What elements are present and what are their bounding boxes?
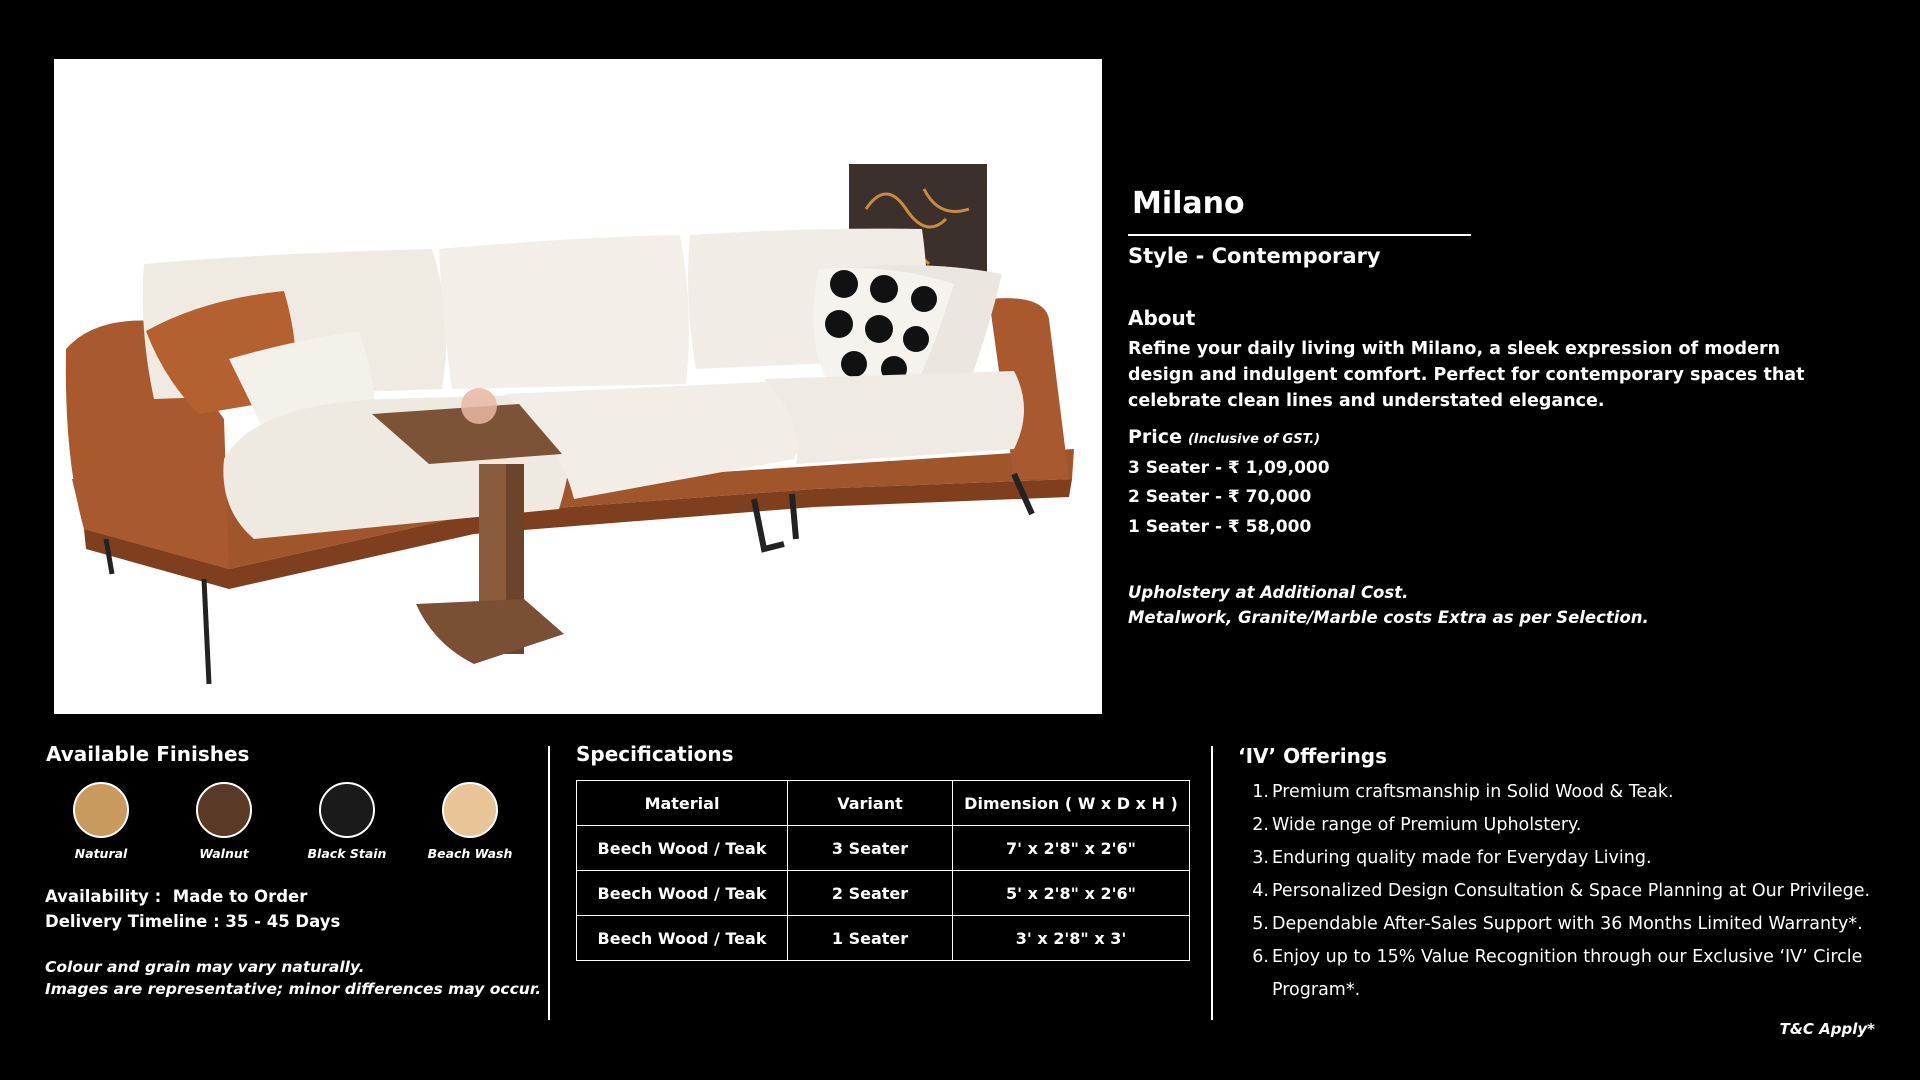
list-item: 5. Dependable After-Sales Support with 36 Months Limited Warranty*. — [1252, 914, 1863, 934]
divider-right — [1211, 746, 1213, 1020]
price-heading-label: Price — [1128, 426, 1182, 448]
table-row — [577, 871, 1190, 916]
offerings-heading: ‘IV’ Offerings — [1238, 744, 1388, 768]
swatch-circle — [319, 782, 375, 838]
list-item: 1. Premium craftsmanship in Solid Wood & Teak. — [1252, 782, 1674, 802]
table-header-row — [577, 781, 1190, 826]
tnc-note: T&C Apply* — [1779, 1020, 1875, 1038]
cost-notes — [1128, 580, 1649, 630]
swatch-circle — [196, 782, 252, 838]
swatch-circle — [73, 782, 129, 838]
availability: Availability : Made to Order — [45, 887, 308, 906]
price-1-seater: 1 Seater - ₹ 58,000 — [1128, 517, 1312, 537]
note-metalwork: Metalwork, Granite/Marble costs Extra as per Selection. — [1128, 608, 1649, 627]
col-variant: Variant — [788, 781, 953, 826]
sofa-illustration — [54, 59, 1102, 714]
cell-material: Beech Wood / Teak — [577, 916, 788, 961]
table-row — [577, 826, 1190, 871]
swatch-beach-wash[interactable] — [410, 782, 530, 861]
swatch-circle — [442, 782, 498, 838]
col-material: Material — [577, 781, 788, 826]
seat-cushion-3 — [764, 371, 1024, 464]
swatch-label: Walnut — [199, 846, 249, 861]
specifications-heading: Specifications — [576, 742, 734, 766]
swatch-label: Black Stain — [307, 846, 387, 861]
price-2-seater: 2 Seater - ₹ 70,000 — [1128, 487, 1312, 507]
back-cushion-2 — [439, 235, 689, 389]
caveat-images: Images are representative; minor differences may occur. — [45, 980, 542, 998]
availability-info — [45, 884, 340, 934]
cell-dimension: 5' x 2'8" x 2'6" — [953, 871, 1190, 916]
finishes-heading: Available Finishes — [46, 742, 250, 766]
col-dimension: Dimension ( W x D x H ) — [953, 781, 1190, 826]
glass-pot — [461, 388, 497, 424]
swatch-natural[interactable] — [41, 782, 161, 861]
list-item: 3. Enduring quality made for Everyday Living. — [1252, 848, 1652, 868]
list-item: 6. Enjoy up to 15% Value Recognition through our Exclusive ‘IV’ Circle Program*. — [1252, 947, 1863, 1000]
swatch-walnut[interactable] — [164, 782, 284, 861]
table-row — [577, 916, 1190, 961]
title-underline — [1128, 234, 1471, 236]
caveats — [45, 956, 541, 1000]
cell-variant: 3 Seater — [788, 826, 953, 871]
delivery-timeline: Delivery Timeline : 35 - 45 Days — [45, 912, 341, 931]
list-item: 4. Personalized Design Consultation & Space Planning at Our Privilege. — [1252, 881, 1871, 901]
note-upholstery: Upholstery at Additional Cost. — [1128, 583, 1409, 602]
specifications-table — [576, 780, 1190, 961]
swatch-label: Beach Wash — [427, 846, 513, 861]
product-title: Milano — [1132, 186, 1245, 221]
cell-dimension: 3' x 2'8" x 3' — [953, 916, 1190, 961]
divider-left — [548, 746, 550, 1020]
about-heading: About — [1128, 306, 1196, 330]
product-photo — [54, 59, 1102, 714]
cell-material: Beech Wood / Teak — [577, 826, 788, 871]
sofa-leg — [204, 579, 209, 684]
price-3-seater: 3 Seater - ₹ 1,09,000 — [1128, 458, 1330, 478]
swatch-black-stain[interactable] — [287, 782, 407, 861]
about-text: Refine your daily living with Milano, a sleek expression of modern design and indulgent comfort. Perfect for contemporary spaces that celebrate clean lines and understated elegance. — [1128, 339, 1805, 411]
price-gst-note: (Inclusive of GST.) — [1187, 432, 1321, 447]
finish-swatches — [41, 782, 530, 861]
cell-variant: 2 Seater — [788, 871, 953, 916]
caveat-colour: Colour and grain may vary naturally. — [45, 958, 365, 976]
list-item: 2. Wide range of Premium Upholstery. — [1252, 815, 1582, 835]
cell-dimension: 7' x 2'8" x 2'6" — [953, 826, 1190, 871]
cell-material: Beech Wood / Teak — [577, 871, 788, 916]
price-heading — [1128, 426, 1320, 448]
offerings-list — [1250, 776, 1890, 1007]
product-style: Style - Contemporary — [1128, 244, 1381, 268]
swatch-label: Natural — [74, 846, 128, 861]
cell-variant: 1 Seater — [788, 916, 953, 961]
side-table-base — [416, 599, 564, 664]
